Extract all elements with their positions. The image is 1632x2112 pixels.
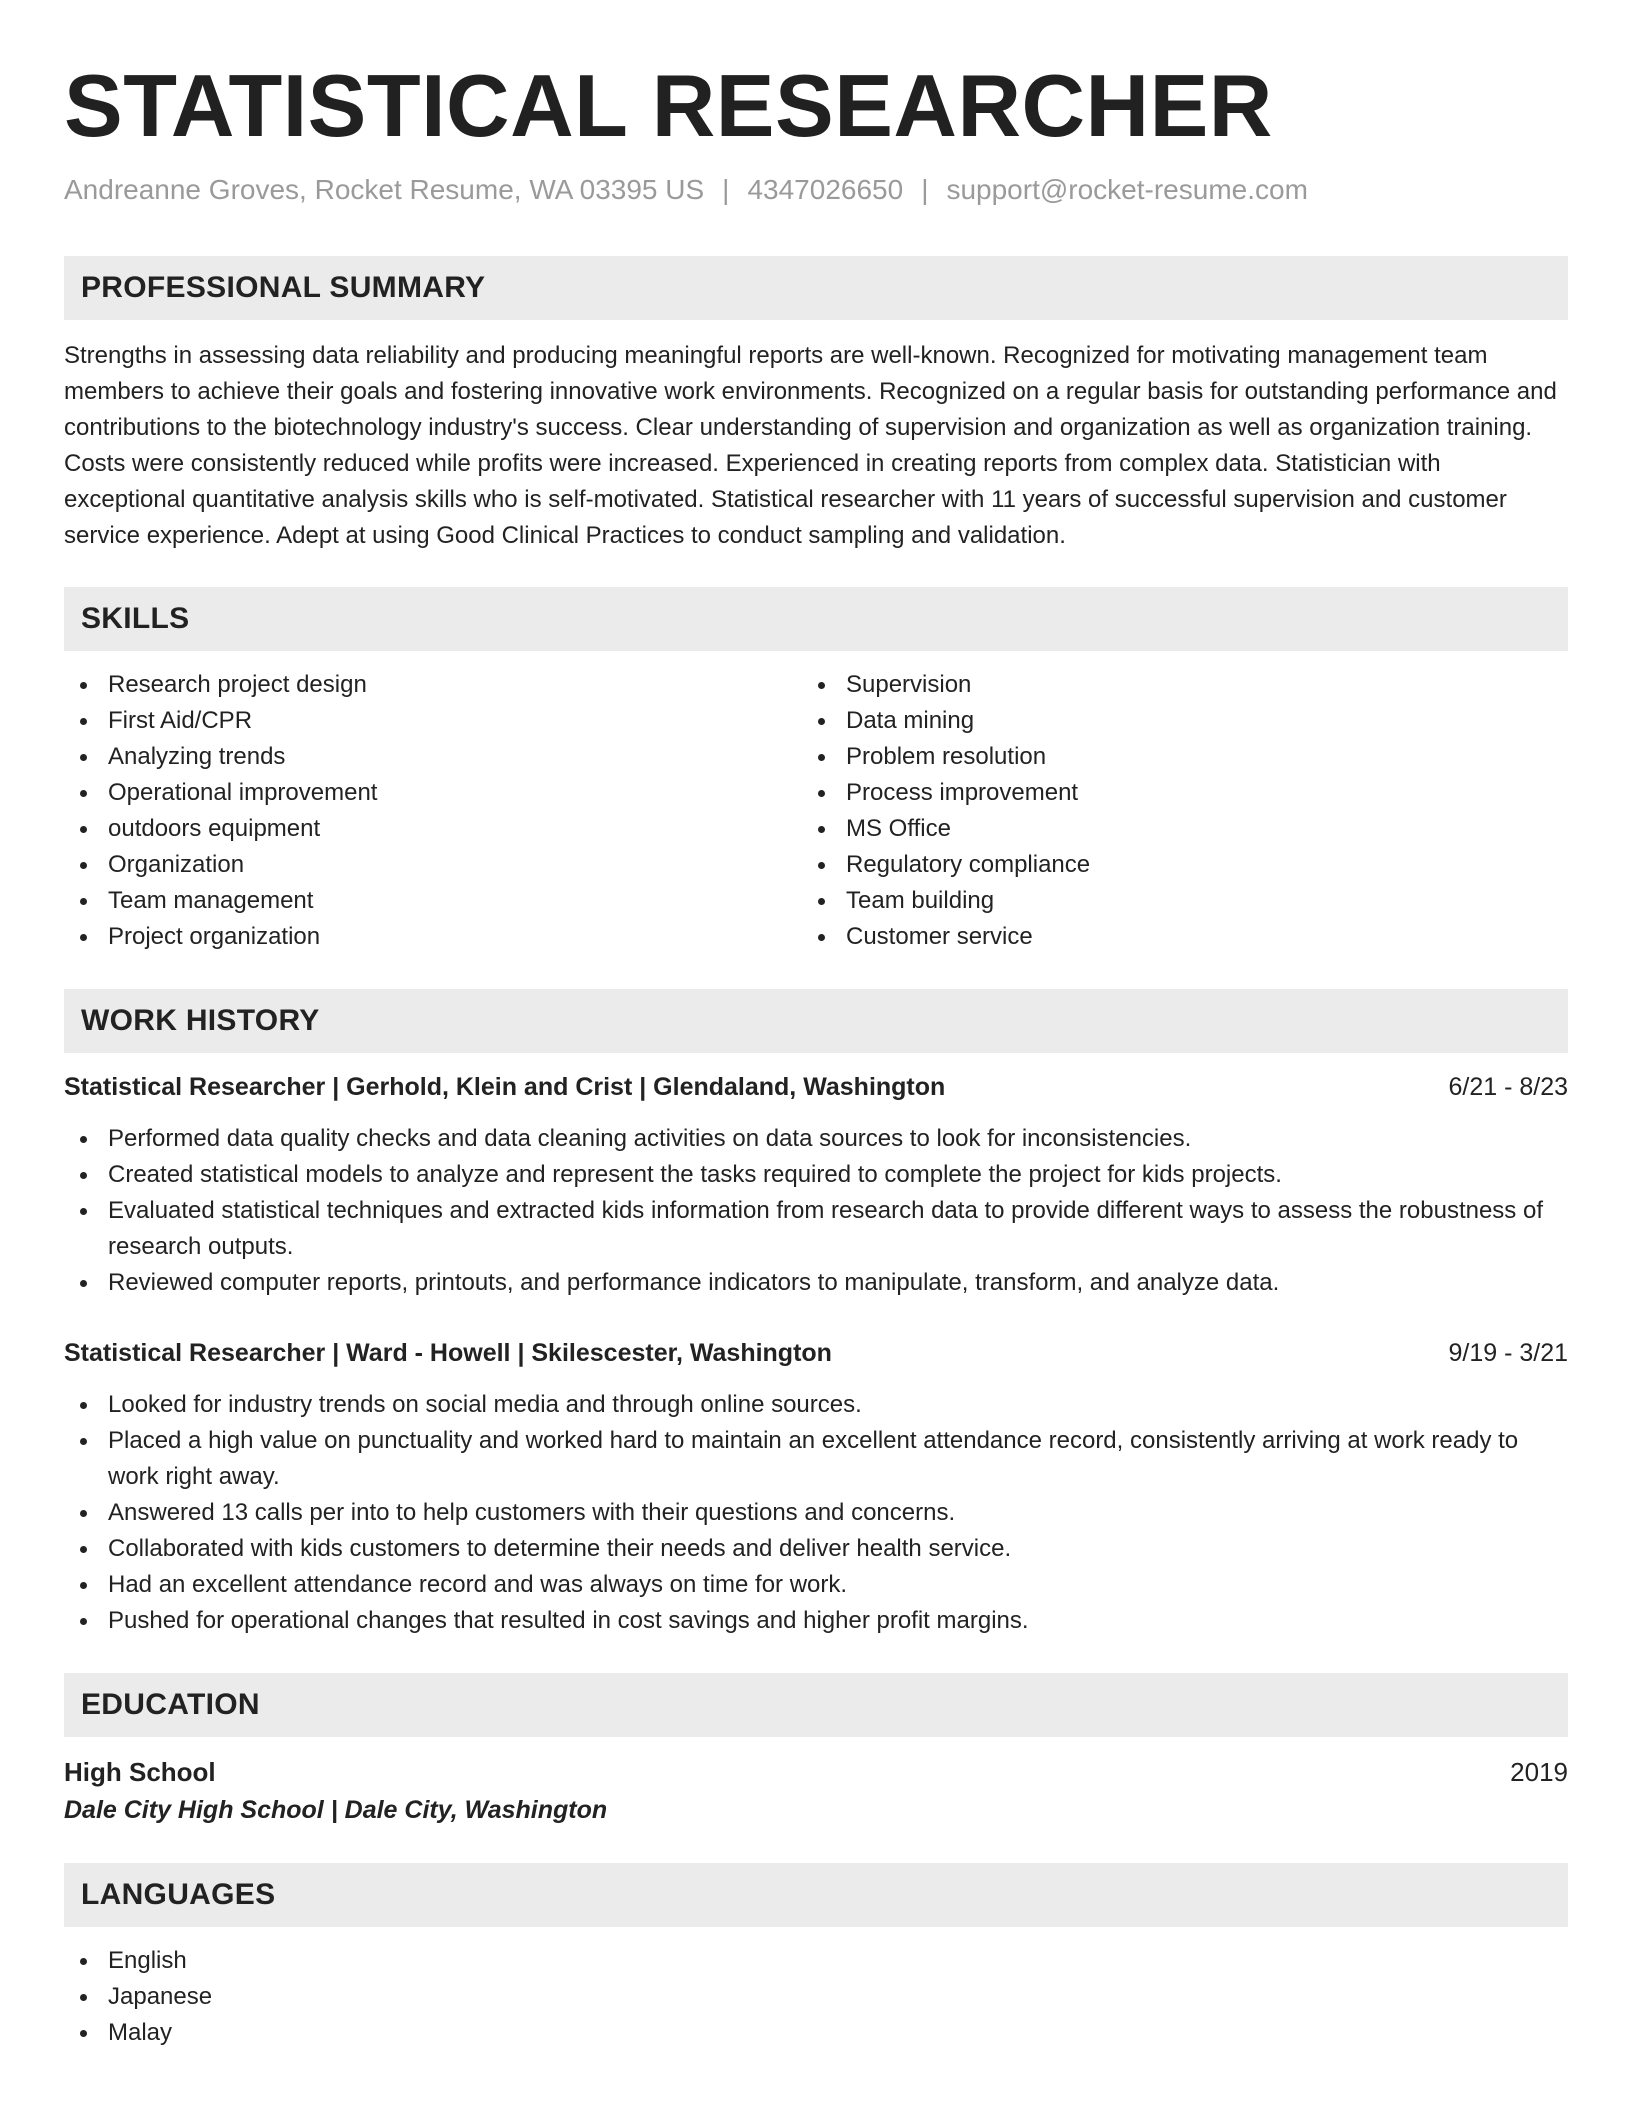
job-dates: 9/19 - 3/21 [1448,1339,1568,1367]
job-bullet: Collaborated with kids customers to determine their needs and deliver health service. [64,1531,1568,1567]
education-school: Dale City High School | Dale City, Washington [64,1796,608,1824]
job-bullet: Placed a high value on punctuality and worked hard to maintain an excellent attendance record, consistently arriving at work ready to work right away. [64,1423,1568,1495]
skill-item: First Aid/CPR [64,703,802,739]
skill-item: Project organization [64,919,802,955]
job-dates: 6/21 - 8/23 [1448,1073,1568,1101]
education-year: 2019 [1510,1757,1568,1787]
job-header [64,1335,1568,1371]
section-heading-languages: LANGUAGES [64,1863,1568,1927]
skill-item: Data mining [802,703,1540,739]
contact-separator: | [921,174,929,205]
contact-separator: | [722,174,730,205]
contact-phone: 4347026650 [747,174,904,205]
skills-column-right [802,667,1540,955]
skill-item: outdoors equipment [64,811,802,847]
skill-item: Team building [802,883,1540,919]
skill-item: Problem resolution [802,739,1540,775]
job-header [64,1069,1568,1105]
job-entry [64,1069,1568,1301]
job-bullet: Looked for industry trends on social media and through online sources. [64,1387,1568,1423]
job-title: Statistical Researcher | Gerhold, Klein and Crist | Glendaland, Washington [64,1073,946,1101]
skills-list [64,667,1568,955]
language-item: Japanese [64,1979,1568,2015]
skill-item: Operational improvement [64,775,802,811]
languages-list [64,1943,1568,2051]
skill-item: Team management [64,883,802,919]
education-header [64,1753,1568,1791]
job-bullet: Created statistical models to analyze and represent the tasks required to complete the project for kids projects. [64,1157,1568,1193]
job-bullet: Answered 13 calls per into to help customers with their questions and concerns. [64,1495,1568,1531]
job-entry [64,1335,1568,1639]
section-heading-education: EDUCATION [64,1673,1568,1737]
skill-item: Analyzing trends [64,739,802,775]
contact-email: support@rocket-resume.com [946,174,1308,205]
section-heading-work-history: WORK HISTORY [64,989,1568,1053]
job-bullet: Had an excellent attendance record and was always on time for work. [64,1567,1568,1603]
skills-column-left [64,667,802,955]
skill-item: Process improvement [802,775,1540,811]
skill-item: Regulatory compliance [802,847,1540,883]
section-heading-summary: PROFESSIONAL SUMMARY [64,256,1568,320]
job-bullet: Pushed for operational changes that resulted in cost savings and higher profit margins. [64,1603,1568,1639]
job-bullets [64,1387,1568,1639]
summary-text: Strengths in assessing data reliability and producing meaningful reports are well-known. Recognized for motivating management team members to achieve their goals and fostering innovative work environments. Recognized on a regular basis for outstanding performance and contributions to the biotechnology industry's success. Clear understanding of supervision and organization as well as organization training. Costs were consistently reduced while profits were increased. Experienced in creating reports from complex data. Statistician with exceptional quantitative analysis skills who is self-motivated. Statistical researcher with 11 years of successful supervision and customer service experience. Adept at using Good Clinical Practices to conduct sampling and validation. [64,342,1557,549]
skill-item: Supervision [802,667,1540,703]
job-title: Statistical Researcher | Ward - Howell | Skilescester, Washington [64,1339,832,1367]
education-degree: High School [64,1757,216,1787]
job-bullet: Evaluated statistical techniques and extracted kids information from research data to provide different ways to assess the robustness of research outputs. [64,1193,1568,1265]
job-bullets [64,1121,1568,1301]
skill-item: Organization [64,847,802,883]
language-item: English [64,1943,1568,1979]
resume-name: STATISTICAL RESEARCHER [64,56,1273,155]
contact-line [64,172,1568,208]
contact-address: Andreanne Groves, Rocket Resume, WA 03395 US [64,174,705,205]
skill-item: Customer service [802,919,1540,955]
job-bullet: Reviewed computer reports, printouts, and performance indicators to manipulate, transform, and analyze data. [64,1265,1568,1301]
education-entry [64,1753,1568,1829]
section-heading-skills: SKILLS [64,587,1568,651]
skill-item: MS Office [802,811,1540,847]
skill-item: Research project design [64,667,802,703]
language-item: Malay [64,2015,1568,2051]
job-bullet: Performed data quality checks and data cleaning activities on data sources to look for inconsistencies. [64,1121,1568,1157]
